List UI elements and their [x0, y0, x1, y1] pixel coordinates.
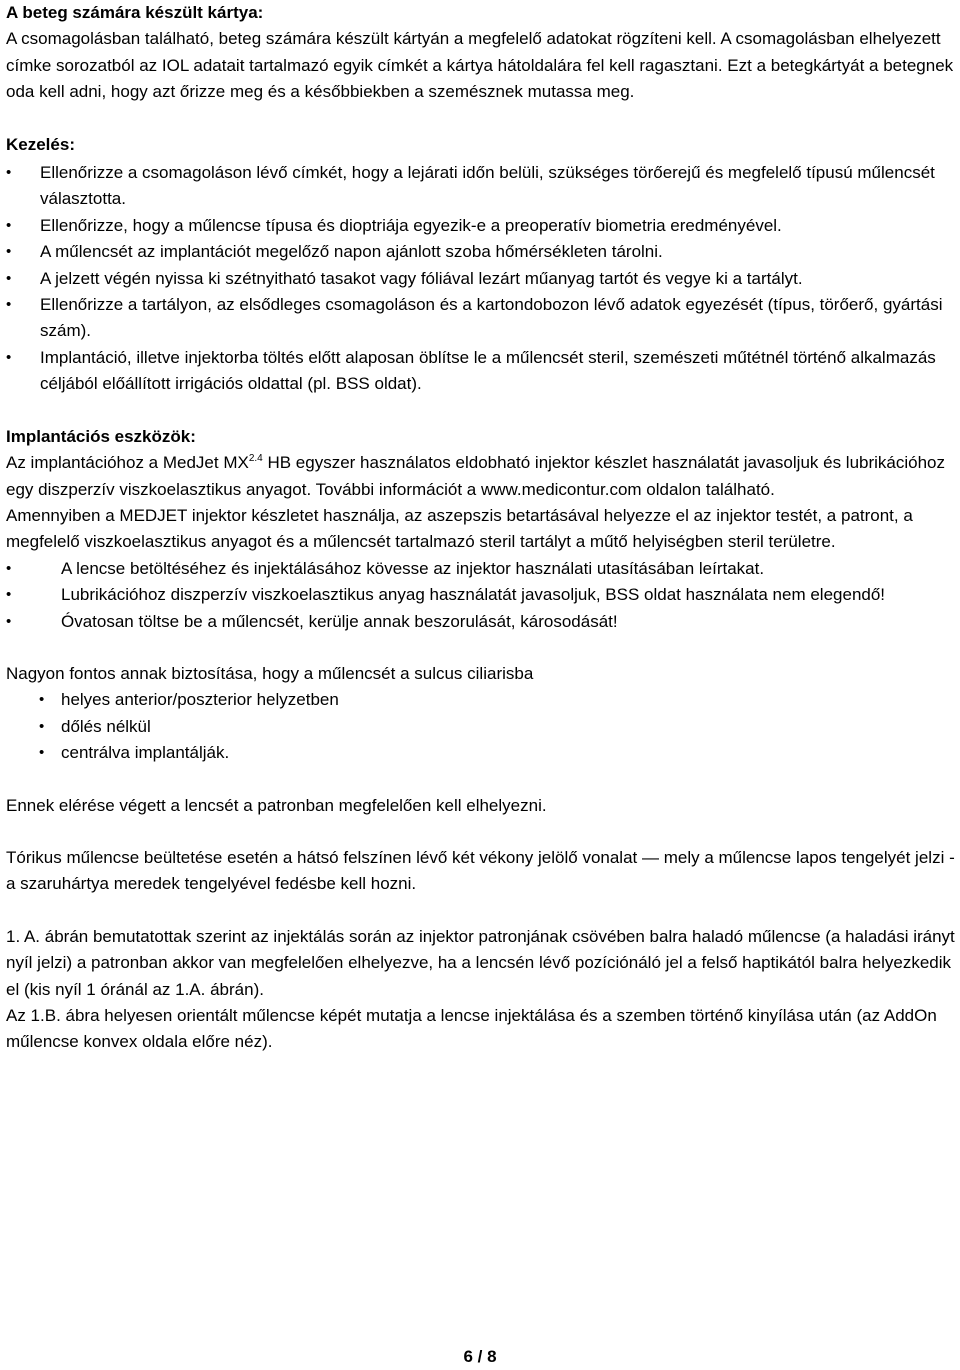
list-item: [6, 740, 958, 766]
paragraph: Amennyiben a MEDJET injektor készletet használja, az aszepszis betartásával helyezze el az injektor testét, a patront, a megfelelő viszkoelasztikus anyagot és a műlencsét tartalmazó steril tartályt a műtő helyiségben steril területre.: [6, 505, 913, 552]
list-item-text: Ellenőrizze, hogy a műlencse típusa és dioptriája egyezik-e a preoperatív biometria eredményével.: [40, 215, 782, 235]
paragraph: Az 1.B. ábra helyesen orientált műlencse képét mutatja a lencse injektálása és a szemben történő kinyílása után (az AddOn műlencse konvex oldala előre néz).: [6, 1006, 937, 1052]
paragraph: 1. A. ábrán bemutatottak szerint az injektálás során az injektor patronjának csövében balra haladó műlencse (a haladási irányt nyíl jelzi) a patronban akkor van megfelelően elhelyezve, ha a lencsén lévő pozíciónáló jel a felső haptikától balra helyezkedik el (kis nyíl 1 óránál az 1.A. ábrán).: [6, 926, 955, 999]
list-item-text: helyes anterior/poszterior helyzetben: [61, 690, 339, 710]
list-item: [6, 292, 958, 345]
bullet-icon: •: [39, 691, 45, 709]
superscript: 2.4: [248, 453, 263, 465]
bullet-icon: •: [39, 717, 45, 735]
tools-list: [6, 556, 958, 635]
list-item: [6, 160, 958, 213]
list-item: [6, 609, 958, 635]
list-item-text: Ellenőrizze a tartályon, az elsődleges csomagoláson és a kartondobozon lévő adatok egyezését (típus, törőerő, gyártási szám).: [40, 295, 943, 341]
tools-text-before: Az implantációhoz a MedJet MX: [6, 453, 249, 473]
paragraph: Tórikus műlencse beültetése esetén a hátsó felszínen lévő két vékony jelölő vonalat — mely a műlencse lapos tengelyét jelzi - a szaruhártya meredek tengelyével fedésbe kell hozni.: [6, 847, 955, 894]
list-item-text: dőlés nélkül: [61, 716, 151, 736]
list-item: [6, 213, 958, 239]
paragraph: [6, 450, 958, 503]
bullet-icon: •: [6, 559, 12, 577]
list-item: [6, 556, 958, 582]
card-text-1: A csomagolásban található, beteg számára készült kártyán a megfelelő adatokat rögzíteni kell. A csomagolásban elhelyezett címke sorozatból az IOL adatait tartalmazó egyik címkét a kártya hátoldalára fel kell ragasztani.: [6, 29, 941, 75]
list-item-text: Lubrikációhoz diszperzív viszkoelasztikus anyag használatát javasoljuk, BSS oldat használata nem elegendő!: [61, 585, 886, 605]
document-page: [6, 0, 958, 1056]
list-item: [6, 345, 958, 398]
list-item-text: centrálva implantálják.: [61, 743, 230, 763]
list-item-text: A műlencsét az implantációt megelőző napon ajánlott szoba hőmérsékleten tárolni.: [40, 242, 663, 262]
bullet-icon: •: [39, 744, 45, 762]
list-item: [6, 266, 958, 292]
bullet-icon: •: [6, 243, 12, 261]
bullet-icon: •: [6, 296, 12, 314]
card-text-2: Ezt a betegkártyát a betegnek oda kell adni, hogy azt őrizze meg és a későbbiekben a szemésznek mutassa meg.: [6, 55, 954, 102]
handling-list: [6, 160, 958, 398]
bullet-icon: •: [6, 269, 12, 287]
bullet-icon: •: [6, 586, 12, 604]
bullet-icon: •: [6, 216, 12, 234]
list-item-text: Óvatosan töltse be a műlencsét, kerülje annak beszorulását, károsodását!: [61, 611, 618, 631]
bullet-icon: •: [6, 612, 12, 630]
list-item-text: Ellenőrizze a csomagoláson lévő címkét, hogy a lejárati időn belüli, szükséges törőerejű és megfelelő típusú műlencsét választotta.: [40, 163, 935, 209]
paragraph: Nagyon fontos annak biztosítása, hogy a műlencsét a sulcus ciliarisba: [6, 663, 534, 683]
section-heading-handling: Kezelés:: [6, 134, 75, 154]
list-item-text: A lencse betöltéséhez és injektálásához kövesse az injektor használati utasításában leírtakat.: [61, 558, 765, 578]
page-number: 6 / 8: [463, 1347, 497, 1366]
list-item: [6, 714, 958, 740]
section-heading-patient-card: A beteg számára készült kártya:: [6, 3, 264, 22]
important-list: [6, 687, 958, 766]
list-item-text: A jelzett végén nyissa ki szétnyitható tasakot vagy fóliával lezárt műanyag tartót és vegye ki a tartályt.: [40, 268, 803, 288]
list-item: [6, 239, 958, 265]
bullet-icon: •: [6, 348, 12, 366]
paragraph: [6, 26, 958, 105]
section-heading-implant-tools: Implantációs eszközök:: [6, 426, 196, 446]
list-item-text: Implantáció, illetve injektorba töltés előtt alaposan öblítse le a műlencsét steril, szemészeti műtétnél történő alkalmazás céljából előállított irrigációs oldattal (pl. BSS oldat).: [40, 347, 936, 394]
list-item: [6, 582, 958, 608]
list-item: [6, 687, 958, 713]
paragraph: Ennek elérése végett a lencsét a patronban megfelelően kell elhelyezni.: [6, 795, 547, 815]
tools-text-after: HB egyszer használatos eldobható injektor készlet használatát javasoljuk és lubrikációhoz egy diszperzív viszkoelasztikus anyagot. További információt a www.medicontur.com oldalon található.: [6, 453, 946, 499]
bullet-icon: •: [6, 164, 12, 182]
